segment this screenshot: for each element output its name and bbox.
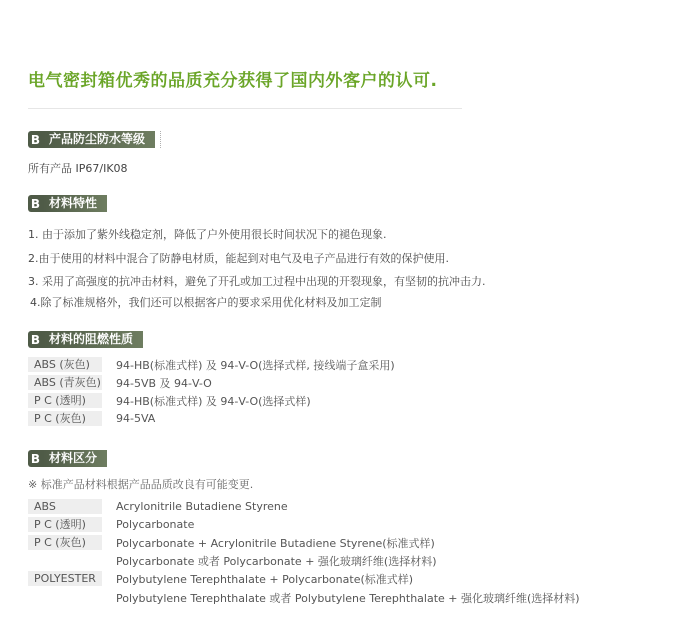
flame-row (28, 375, 212, 390)
flame-row (28, 393, 311, 408)
section-b-icon: B (28, 450, 43, 467)
material-value: Acrylonitrile Butadiene Styrene (116, 500, 288, 513)
material-value: Polybutylene Terephthalate + Polycarbonate(标准式样) (116, 572, 414, 586)
page-headline: 电气密封箱优秀的品质充分获得了国内外客户的认可. (28, 71, 438, 91)
dotted-divider (160, 131, 162, 148)
rating-text: 所有产品 IP67/IK08 (28, 162, 128, 175)
material-value-extra: Polybutylene Terephthalate 或者 Polybutylene Terephthalate + 强化玻璃纤维(选择材料) (116, 592, 580, 605)
section-b-icon: B (28, 131, 43, 148)
divider (28, 108, 462, 109)
material-row (28, 499, 288, 514)
section-title: 产品防尘防水等级 (43, 131, 155, 148)
flame-row (28, 411, 155, 426)
material-tag: ABS (28, 499, 102, 514)
feature-item: 1. 由于添加了紫外线稳定剂，降低了户外使用很长时间状况下的褪色现象. (28, 228, 387, 241)
feature-item: 4.除了标准规格外，我们还可以根据客户的要求采用优化材料及加工定制 (30, 296, 382, 309)
material-tag: POLYESTER (28, 571, 102, 586)
material-value-extra: Polycarbonate 或者 Polycarbonate + 强化玻璃纤维(选择材料) (116, 555, 437, 568)
section-header-flame (28, 331, 143, 348)
material-tag: P C (透明) (28, 393, 102, 408)
flame-value: 94-5VA (116, 412, 156, 425)
section-title: 材料特性 (43, 195, 107, 212)
flame-value: 94-HB(标准式样) 及 94-V-O(选择式样, 接线端子盒采用) (116, 358, 395, 372)
flame-value: 94-5VB 及 94-V-O (116, 376, 212, 390)
section-header-materials (28, 450, 107, 467)
material-tag: P C (透明) (28, 517, 102, 532)
material-tag: ABS (青灰色) (28, 375, 102, 390)
flame-value: 94-HB(标准式样) 及 94-V-O(选择式样) (116, 394, 311, 408)
flame-row (28, 357, 395, 372)
material-tag: ABS (灰色) (28, 357, 102, 372)
materials-note: ※ 标准产品材料根据产品品质改良有可能变更. (28, 478, 254, 491)
feature-item: 3. 采用了高强度的抗冲击材料，避免了开孔或加工过程中出现的开裂现象，有坚韧的抗冲击力. (28, 275, 486, 288)
section-header-features (28, 195, 107, 212)
material-tag: P C (灰色) (28, 411, 102, 426)
material-row (28, 535, 435, 550)
material-value: Polycarbonate (116, 518, 195, 531)
material-value: Polycarbonate + Acrylonitrile Butadiene Styrene(标准式样) (116, 536, 435, 550)
material-row (28, 571, 413, 586)
section-b-icon: B (28, 195, 43, 212)
section-header-rating (28, 131, 162, 148)
material-tag: P C (灰色) (28, 535, 102, 550)
material-row (28, 517, 194, 532)
section-title: 材料的阻燃性质 (43, 331, 143, 348)
feature-item: 2.由于使用的材料中混合了防静电材质，能起到对电气及电子产品进行有效的保护使用. (28, 252, 449, 265)
section-b-icon: B (28, 331, 43, 348)
section-title: 材料区分 (43, 450, 107, 467)
